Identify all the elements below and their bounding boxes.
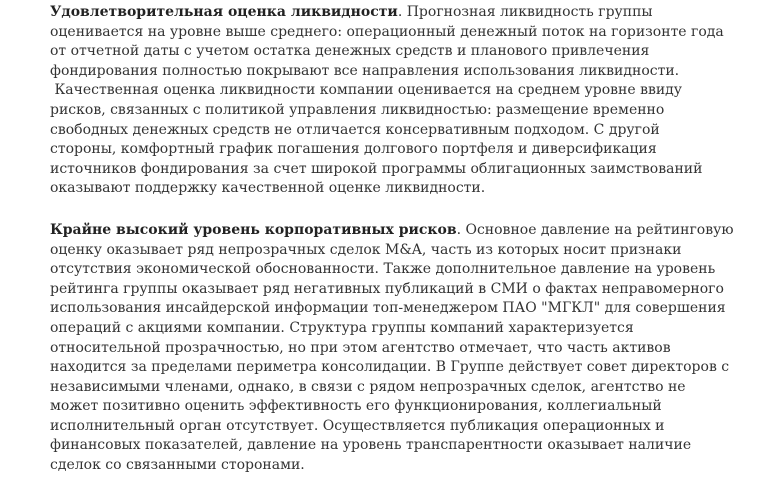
paragraph-first-line (50, 221, 734, 241)
liquidity-heading: Удовлетворительная оценка ликвидности (50, 4, 398, 20)
paragraph-text-line: источников фондирования за счет широкой программы облигационных заимствований (50, 160, 703, 177)
paragraph-text-line: рейтинга группы оказывает ряд негативных публикаций в СМИ о фактах неправомерного (50, 280, 724, 297)
paragraph-text-line: находится за пределами периметра консолидации. В Группе действует совет директоров с (50, 359, 730, 376)
corporate-risks-paragraph (50, 221, 734, 476)
paragraph-text-line: относительной прозрачностью, но при этом агентство отмечает, что часть активов (50, 339, 671, 356)
paragraph-text-line: от отчетной даты с учетом остатка денежных средств и планового привлечения (50, 43, 650, 60)
paragraph-text-line: свободных денежных средств не отличается консервативным подходом. С другой (50, 121, 660, 138)
paragraph-text-line: фондирования полностью покрывают все направления использования ликвидности. (50, 62, 680, 79)
paragraph-first-line (50, 3, 700, 23)
paragraph-text-line: . Прогнозная ликвидность группы (397, 4, 653, 20)
paragraph-text-line: оценивается на уровне выше среднего: операционный денежный поток на горизонте года (50, 23, 724, 40)
paragraph-text-line: финансовых показателей, давление на уровень транспарентности оказывает наличие (50, 437, 692, 454)
article-body (50, 3, 734, 498)
corporate-risks-heading: Крайне высокий уровень корпоративных рисков (50, 221, 457, 238)
paragraph-text-line: независимыми членами, однако, в связи с рядом непрозрачных сделок, агентство не (50, 378, 686, 395)
paragraph-text-line: Качественная оценка ликвидности компании оценивается на среднем уровне ввиду (50, 82, 683, 99)
paragraph-text-line: операций с акциями компании. Структура группы компаний характеризуется (50, 319, 634, 336)
paragraph-text-line: сделок со связанными сторонами. (50, 457, 305, 474)
paragraph-text-line: . Основное давление на рейтинговую (456, 221, 734, 238)
paragraph-text-line: стороны, комфортный график погашения долгового портфеля и диверсификация (50, 141, 657, 158)
paragraph-text-line: рисков, связанных с политикой управления ликвидностью: размещение временно (50, 101, 665, 118)
paragraph-text-line: оценку оказывает ряд непрозрачных сделок M&A, часть из которых носит признаки (50, 241, 682, 258)
paragraph-text-line: оказывают поддержку качественной оценке ликвидности. (50, 180, 486, 197)
paragraph-text-line: исполнительный орган отсутствует. Осуществляется публикация операционных и (50, 417, 665, 434)
paragraph-text-line: использования инсайдерской информации топ-менеджером ПАО "МГКЛ" для совершения (50, 300, 726, 317)
paragraph-text-line: отсутствия экономической обоснованности. Также дополнительное давление на уровень (50, 261, 716, 278)
liquidity-paragraph (50, 3, 724, 199)
paragraph-text-line: может позитивно оценить эффективность его функционирования, коллегиальный (50, 398, 662, 415)
